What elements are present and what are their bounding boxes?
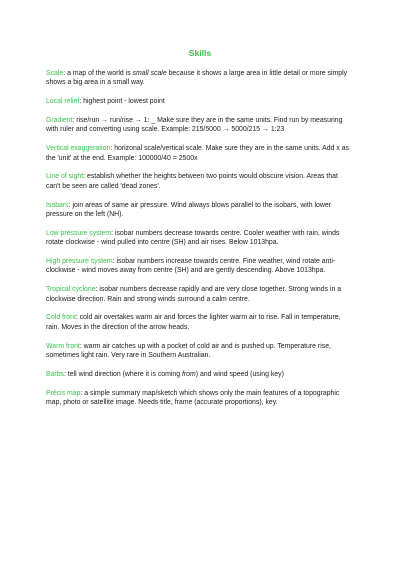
definition-high-pressure-system: : isobar numbers increase towards centre. Fine weather, wind rotate anti-clockwise - wind moves away from centre (SH) and are gently descending. Above 1013hpa.: [46, 258, 336, 275]
entry-gradient: [46, 116, 354, 135]
term-high-pressure-system: High pressure system: [46, 258, 113, 266]
definition-line-of-sight: : establish whether the heights between two points would obscure vision. Areas that can't be seen are called 'dead zones'.: [46, 173, 338, 190]
definition-barbs-part1: : tell wind direction (where it is coming: [64, 370, 182, 378]
term-low-pressure-system: Low pressure system: [46, 229, 112, 237]
entry-tropical-cyclone: [46, 285, 354, 304]
term-precis-map: Précis map: [46, 389, 81, 397]
entry-warm-front: [46, 342, 354, 361]
definition-vertical-exaggeration: : horizonal scale/vertical scale. Make sure they are in the same units. Add x as the 'unit' at the end. Example: 100000/40 = 2500x: [46, 145, 349, 162]
term-local-relief: Local relief: [46, 98, 80, 106]
term-tropical-cyclone: Tropical cyclone: [46, 286, 96, 294]
definition-cold-front: : cold air overtakes warm air and forces the lighter warm air to rise. Fall in temperature, rain. Moves in the direction of the arrow heads.: [46, 314, 341, 331]
entry-scale: [46, 69, 354, 88]
entry-cold-front: [46, 313, 354, 332]
definition-gradient: : rise/run → run/rise → 1: _ Make sure they are in the same units. Find run by measuring with ruler and converting using scale. Example: 215/5000 → 5000/215 → 1:23: [46, 117, 343, 134]
entry-low-pressure-system: [46, 229, 354, 248]
term-barbs: Barbs: [46, 370, 65, 378]
definition-barbs-part2: ) and wind speed (using key): [195, 370, 284, 378]
definition-warm-front: : warm air catches up with a pocket of cold air and is pushed up. Temperature rise, sometimes light rain. Very rare in Southern Australian.: [46, 342, 331, 360]
definition-precis-map: : a simple summary map/sketch which shows only the main features of a topographic map, photo or satellite image. Needs title, frame (accurate proportions), key.: [46, 389, 340, 407]
entry-vertical-exaggeration: [46, 144, 354, 163]
entry-precis-map: [46, 389, 354, 408]
term-line-of-sight: Line of sight: [46, 173, 84, 181]
definition-scale-part2: because it shows a large area in little detail or more simply shows a big area in a small way.: [46, 70, 348, 87]
entry-high-pressure-system: [46, 257, 354, 276]
term-gradient: Gradient: [46, 117, 73, 124]
entry-barbs: [46, 370, 354, 379]
page-title: Skills: [188, 48, 212, 58]
term-cold-front: Cold front: [46, 314, 76, 322]
definition-isobars: : join areas of same air pressure. Wind always blows parallel to the isobars, with lower pressure on the left (NH).: [46, 201, 331, 219]
definition-local-relief: : highest point - lowest point: [79, 98, 165, 106]
definition-low-pressure-system: : isobar numbers decrease towards centre. Cooler weather with rain, winds rotate clockwise - wind pulled into centre (SH) and air rises. Below 1013hpa.: [46, 229, 340, 247]
entry-local-relief: [46, 97, 354, 106]
entry-line-of-sight: [46, 172, 354, 191]
definition-scale-emphasis: small scale: [132, 70, 167, 77]
term-vertical-exaggeration: Vertical exaggeration: [46, 145, 111, 153]
definition-scale-part1: : a map of the world is: [63, 70, 133, 77]
definition-tropical-cyclone: : isobar numbers decrease rapidly and are very close together. Strong winds in a clockwise direction. Rain and strong winds surround a calm centre.: [46, 286, 342, 303]
entry-isobars: [46, 201, 354, 220]
term-warm-front: Warm front: [46, 342, 80, 350]
term-scale: Scale: [46, 70, 64, 77]
definition-barbs-emphasis: from: [181, 370, 196, 378]
term-isobars: Isobars: [46, 201, 69, 209]
